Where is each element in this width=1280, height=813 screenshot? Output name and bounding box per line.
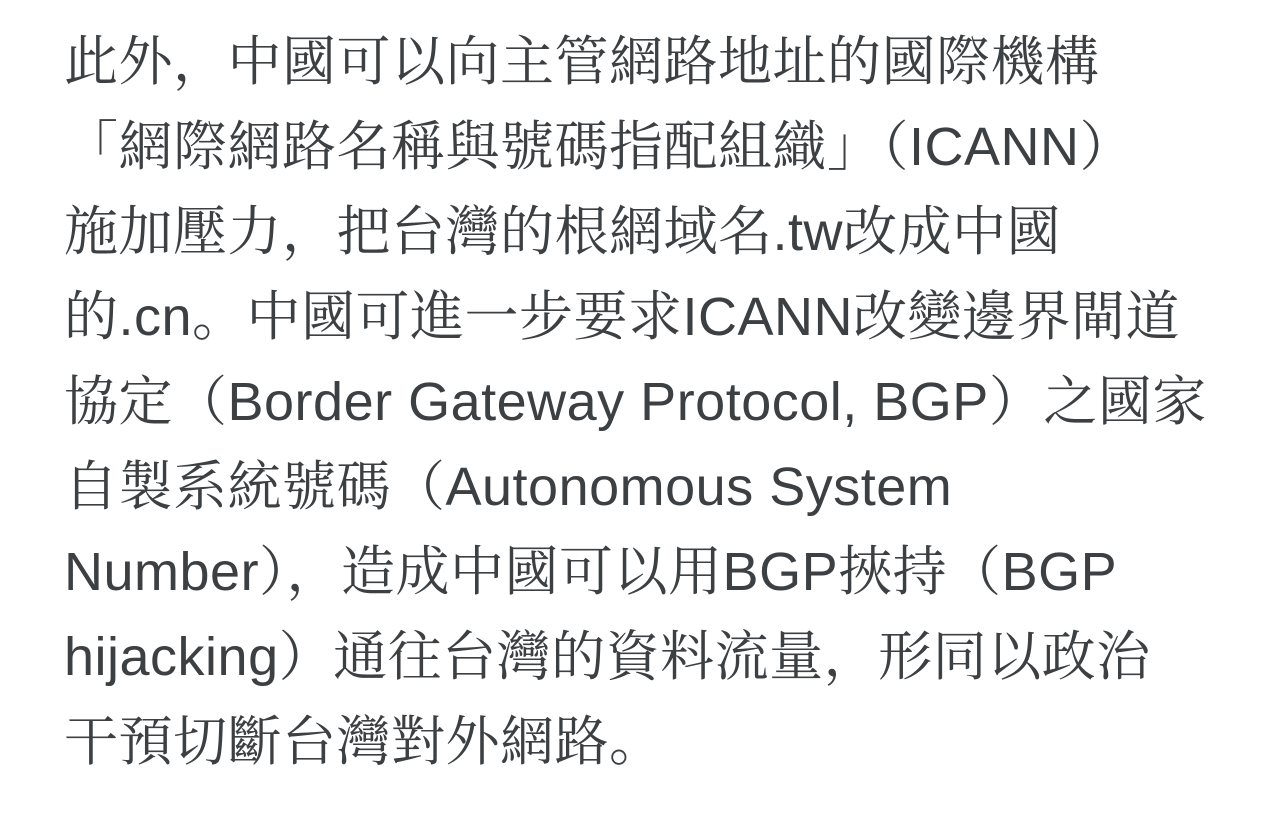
paragraph-line: 協定（Border Gateway Protocol, BGP）之國家 — [64, 372, 1207, 432]
paragraph-line: Number），造成中國可以用BGP挾持（BGP — [64, 542, 1118, 602]
paragraph-line: hijacking）通往台灣的資料流量，形同以政治 — [64, 627, 1151, 687]
paragraph-line: 施加壓力，把台灣的根網域名.tw改成中國 — [64, 202, 1062, 262]
paragraph-line: 干預切斷台灣對外網路。 — [64, 712, 664, 772]
paragraph-line: 的.cn。中國可進一步要求ICANN改變邊界閘道 — [64, 287, 1181, 347]
paragraph-line: 自製系統號碼（Autonomous System — [64, 457, 953, 517]
paragraph-line: 此外，中國可以向主管網路地址的國際機構 — [64, 32, 1100, 92]
paragraph-line: 「網際網路名稱與號碼指配組織」（ICANN） — [64, 117, 1135, 177]
